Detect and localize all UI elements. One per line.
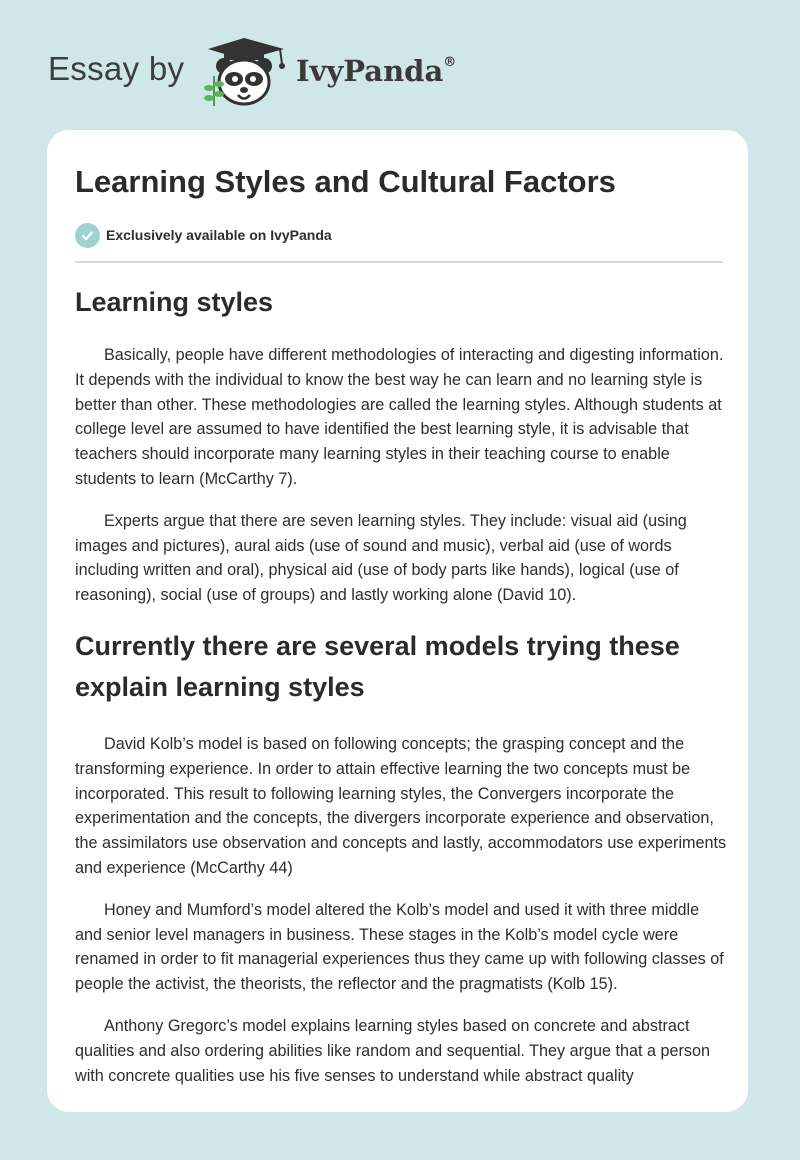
divider <box>75 261 723 263</box>
paragraph: Anthony Gregorc’s model explains learning styles based on concrete and abstract qualities and also ordering abilities like random and sequential. They argue that a person with concrete qualities use his five senses to understand while abstract quality <box>75 1016 711 1085</box>
trademark: ® <box>443 55 457 71</box>
check-icon <box>75 223 100 248</box>
brand-name[interactable]: IvyPanda® <box>296 54 457 88</box>
paragraph: Experts argue that there are seven learning styles. They include: visual aid (using images and pictures), aural aids (use of sound and music), verbal aid (use of words including written and oral), physical aid (use of body parts like hands), logical (use of reasoning), social (use of groups) and lastly working alone (David 10). <box>75 511 687 605</box>
paragraph: David Kolb’s model is based on following concepts; the grasping concept and the transforming experience. In order to attain effective learning the two concepts must be incorporated. This result to following learning styles, the Convergers incorporate the experimentation and the concepts, the divergers incorporate experience and observation, the assimilators use observation and concepts and lastly, accommodators use experiments and experience (McCarthy 44) <box>75 734 727 877</box>
paragraph: Honey and Mumford’s model altered the Kolb’s model and used it with three middle and senior level managers in business. These stages in the Kolb’s model cycle were renamed in order to fit managerial experiences thus they came up with following classes of people the activist, the theorists, the reflector and the pragmatists (Kolb 15). <box>75 900 724 994</box>
essay-body <box>75 282 727 1088</box>
essay-by-label: Essay by <box>48 50 185 87</box>
section-heading: Learning styles <box>75 287 274 317</box>
section-heading: Currently there are several models trying these explain learning styles <box>75 630 680 702</box>
essay-card <box>47 130 748 1112</box>
ivypanda-logo-icon <box>200 36 294 110</box>
page-title: Learning Styles and Cultural Factors <box>75 164 616 199</box>
site-header <box>0 0 800 120</box>
exclusive-badge <box>75 222 332 248</box>
paragraph: Basically, people have different methodologies of interacting and digesting information. It depends with the individual to know the best way he can learn and no learning style is better than other. These methodologies are called the learning styles. Although students at college level are assumed to have identified the best learning style, it is advisable that teachers should incorporate many learning styles in their teaching course to enable students to learn (McCarthy 7). <box>75 346 724 488</box>
badge-text: Exclusively available on IvyPanda <box>106 227 332 243</box>
